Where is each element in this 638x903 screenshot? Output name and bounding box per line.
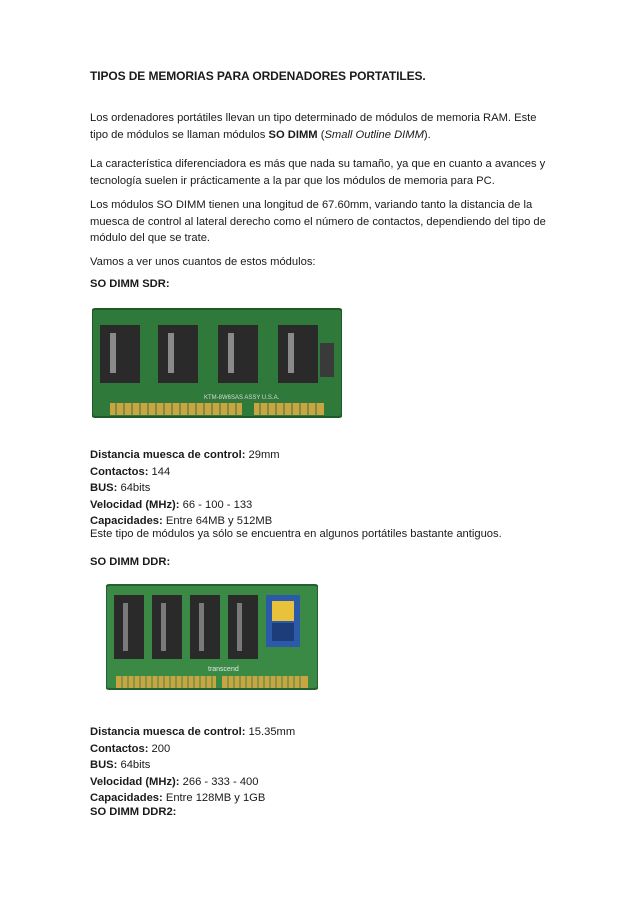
- spec-row: BUS: 64bits: [90, 759, 151, 771]
- spec-row: Contactos: 200: [90, 742, 171, 755]
- spec-row: Velocidad (MHz): 266 - 333 - 400: [90, 775, 259, 788]
- spec-row: Contactos: 144: [90, 465, 171, 478]
- intro-p1-text: Los ordenadores portátiles llevan un tipo determinado de módulos de memoria RAM. Este tipo de módulos se llaman módulos: [90, 112, 537, 141]
- ddr-module-label: transcend: [208, 666, 239, 673]
- document-title: TIPOS DE MEMORIAS PARA ORDENADORES PORTATILES.: [90, 69, 426, 83]
- spec-row: Capacidades: Entre 64MB y 512MB: [90, 515, 273, 527]
- spec-row: Capacidades: Entre 128MB y 1GB: [90, 792, 266, 804]
- sdr-note: Este tipo de módulos ya sólo se encuentra en algunos portátiles bastante antiguos.: [90, 528, 502, 540]
- paren-open: (: [317, 128, 325, 141]
- so-dimm-sdr-image: [92, 303, 342, 423]
- intro-paragraph-4: Vamos a ver unos cuantos de estos módulos:: [90, 256, 316, 268]
- so-dimm-bold: SO DIMM: [268, 128, 318, 141]
- section-heading-sdr: SO DIMM SDR:: [90, 278, 170, 290]
- paren-close: ).: [423, 128, 431, 141]
- spec-row: BUS: 64bits: [90, 482, 151, 494]
- spec-row: Velocidad (MHz): 66 - 100 - 133: [90, 498, 253, 511]
- sdr-specs: [90, 447, 280, 530]
- intro-paragraph-2: La característica diferenciadora es más que nada su tamaño, ya que en cuanto a avances y tecnología suelen ir prácticamente a la par que los módulos de memoria para PC.: [90, 158, 546, 187]
- intro-paragraph-1: [90, 110, 550, 143]
- section-heading-ddr: SO DIMM DDR:: [90, 556, 171, 568]
- so-dimm-ddr-image: [106, 583, 318, 693]
- intro-paragraph-3: Los módulos SO DIMM tienen una longitud de 67.60mm, variando tanto la distancia de la muesca de control al lateral derecho como el número de contactos, dependiendo del tipo de módulo del que se trate.: [90, 199, 546, 244]
- sdr-module-label: KTM-8W6SAS ASSY U.S.A.: [204, 395, 280, 401]
- section-heading-ddr2: SO DIMM DDR2:: [90, 806, 177, 818]
- ddr-specs: [90, 724, 295, 807]
- spec-row: Distancia muesca de control: 29mm: [90, 449, 280, 461]
- spec-row: Distancia muesca de control: 15.35mm: [90, 726, 296, 738]
- small-outline-dimm-italic: Small Outline DIMM: [324, 128, 424, 141]
